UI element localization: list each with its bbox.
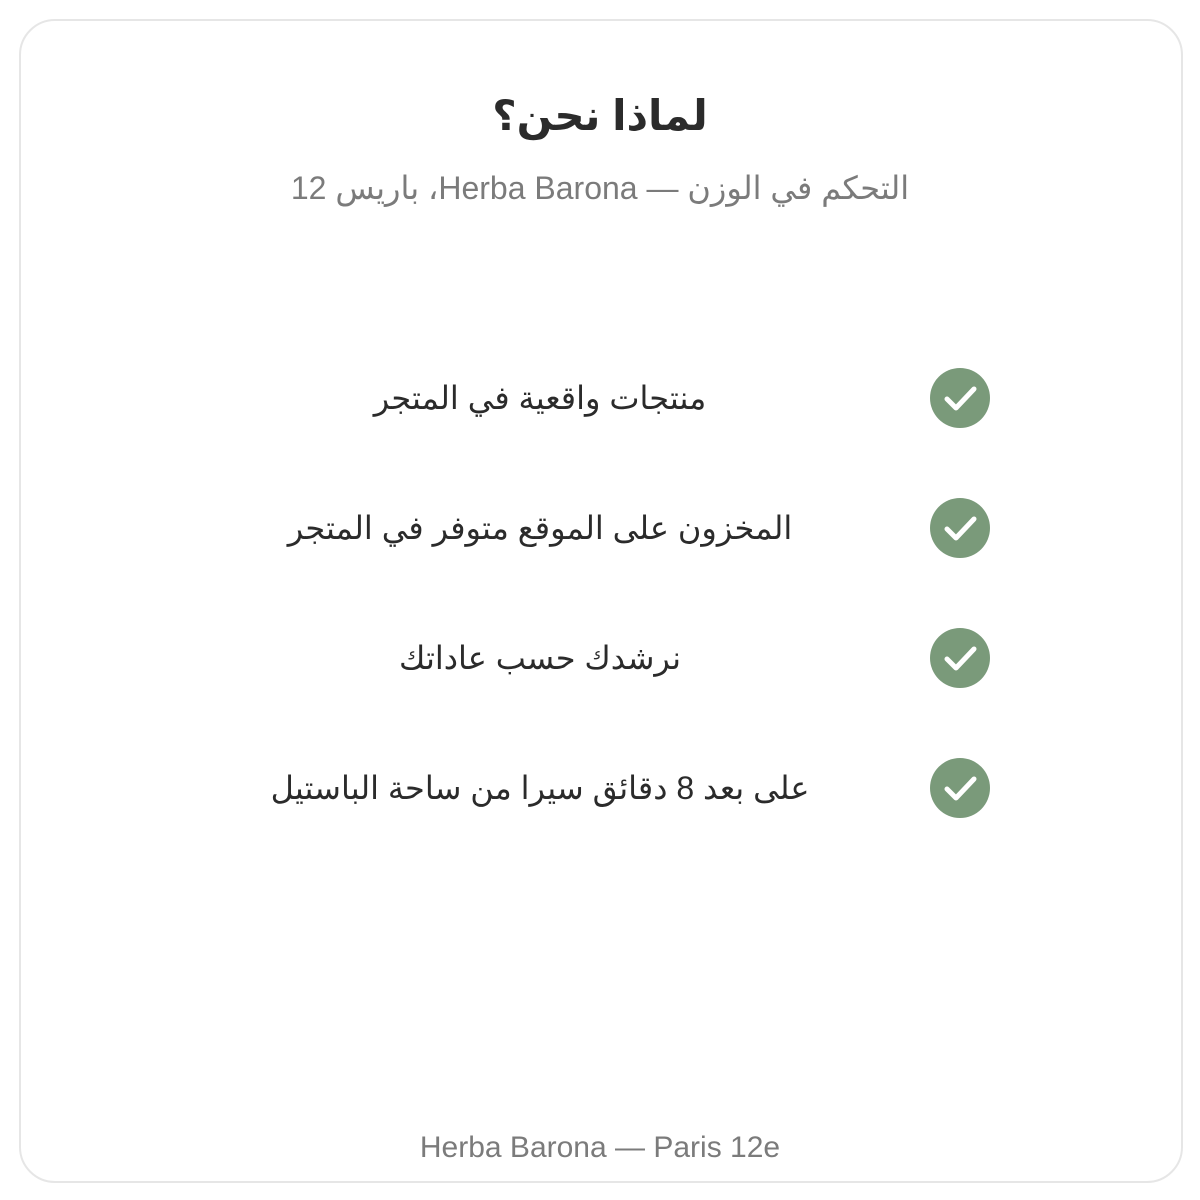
feature-item — [0, 368, 1200, 428]
feature-item — [0, 628, 1200, 688]
footer-text: Herba Barona — Paris 12e — [419, 1131, 781, 1164]
check-icon — [930, 628, 990, 688]
feature-item — [0, 758, 1200, 818]
feature-label: منتجات واقعية في المتجر — [373, 380, 707, 416]
check-icon — [930, 368, 990, 428]
feature-label: نرشدك حسب عاداتك — [399, 640, 681, 676]
page-subtitle: التحكم في الوزن — Herba Barona، باريس 12 — [290, 170, 910, 206]
feature-item — [0, 498, 1200, 558]
feature-label: على بعد 8 دقائق سيرا من ساحة الباستيل — [270, 770, 810, 806]
check-icon — [930, 758, 990, 818]
feature-label: المخزون على الموقع متوفر في المتجر — [287, 510, 793, 546]
page-title: لماذا نحن؟ — [492, 92, 708, 139]
check-icon — [930, 498, 990, 558]
